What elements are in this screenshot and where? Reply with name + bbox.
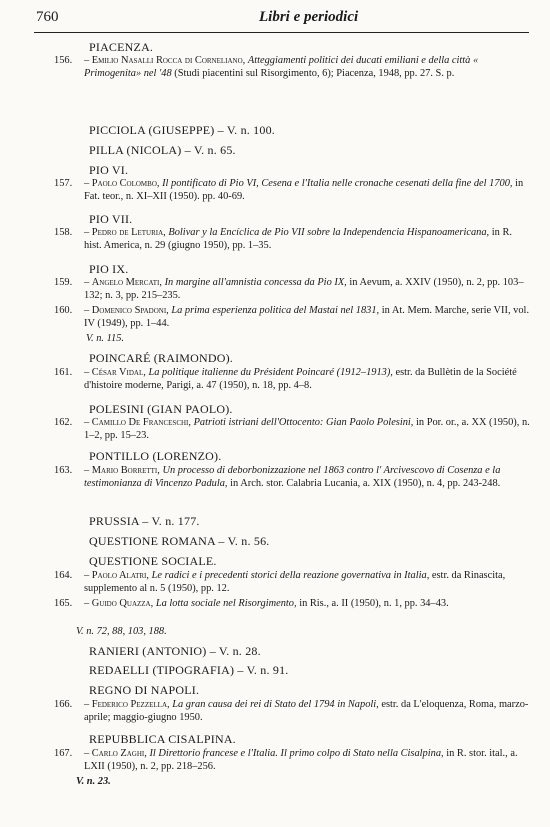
bibliography-entry	[54, 177, 530, 203]
entry-number: 159.	[54, 277, 73, 288]
entry-title: La lotta sociale nel Risorgimento,	[155, 598, 297, 609]
entry-author: Angelo Mercati,	[91, 277, 162, 288]
entry-text: – Paolo Colombo, Il pontificato di Pio VI, Cesena e l'Italia nelle cronache cesenati della fine del 1700, in Fat. teor., n. XI–XII (1950). pp. 40-69.	[84, 178, 524, 203]
entry-source: in Fat. teor., n. XI–XII (1950). pp. 40-69.	[84, 178, 524, 203]
entry-author: Guido Quazza,	[91, 598, 154, 609]
entry-number: 165.	[54, 598, 73, 609]
entry-source: in Ris., a. II (1950), n. 1, pp. 34–43.	[299, 598, 449, 609]
entry-title: La politique italienne du Président Poincaré (1912–1913),	[148, 367, 393, 378]
entry-text: – Mario Borretti, Un processo di deborbonizzazione nel 1863 contro l' Arcivescovo di Cosenza e la testimonianza di Vincenzo Padula, in Arch. stor. Calabria Lucania, a. XIX (1950), n. 4, pp. 243-248.	[84, 465, 501, 490]
entry-author: Domenico Spadoni,	[91, 305, 169, 316]
entry-author: Pedro de Leturia,	[91, 227, 166, 238]
entry-title: In margine all'amnistia concessa da Pio IX,	[164, 277, 347, 288]
section-heading: QUESTIONE ROMANA – V. n. 56.	[89, 534, 270, 548]
entry-text: – Carlo Zaghi, Il Direttorio francese e l'Italia. Il primo colpo di Stato nella Cisalpina, in R. stor. ital., a. LXII (1950), n. 2, pp. 218–256.	[84, 748, 518, 773]
section-heading: POLESINI (GIAN PAOLO).	[89, 402, 233, 416]
entry-author: Carlo Zaghi,	[91, 748, 147, 759]
section-heading: PIO VII.	[89, 212, 133, 226]
cross-reference: V. n. 72, 88, 103, 188.	[76, 626, 167, 637]
section-heading: PICCIOLA (GIUSEPPE) – V. n. 100.	[89, 123, 275, 137]
entry-number: 163.	[54, 465, 73, 476]
entry-source: in At. Mem. Marche, serie VII, vol. IV (1949), pp. 1–44.	[84, 305, 530, 330]
section-heading: PIO VI.	[89, 163, 129, 177]
entry-text: – Emilio Nasalli Rocca di Corneliano, Atteggiamenti politici dei ducati emiliani e della città « Primogenita» nel '48 (Studi piacentini sul Risorgimento, 6); Piacenza, 1948, pp. 27. S. p.	[84, 55, 479, 80]
entry-text: – Pedro de Leturia, Bolivar y la Encíclica de Pio VII sobre la Independencia Hispanoamericana, in R. hist. America, n. 29 (giugno 1950), pp. 1–35.	[84, 227, 512, 252]
entry-title: Le radici e i precedenti storici della reazione governativa in Italia,	[151, 570, 430, 581]
bibliography-entry	[54, 226, 530, 252]
entry-text: – Paolo Alatri, Le radici e i precedenti storici della reazione governativa in Italia, estr. da Rinascita, supplemento al n. 5 (1950), pp. 12.	[84, 570, 506, 595]
entry-source: in Arch. stor. Calabria Lucania, a. XIX (1950), n. 4, pp. 243-248.	[230, 478, 501, 490]
bibliography-entry	[54, 54, 530, 80]
entry-author: Emilio Nasalli Rocca di Corneliano,	[91, 55, 246, 66]
entry-source: estr. da Rinascita, supplemento al n. 5 (1950), pp. 12.	[84, 570, 506, 595]
entry-text: – Federico Pezzella, La gran causa dei rei di Stato del 1794 in Napoli, estr. da L'eloquenza, Roma, marzo-aprile; maggio-giugno 1950.	[84, 699, 529, 724]
entry-author: Camillo De Franceschi,	[91, 417, 191, 428]
bibliography-entry	[54, 597, 530, 610]
section-heading: QUESTIONE SOCIALE.	[89, 554, 217, 568]
entry-author: Mario Borretti,	[91, 465, 160, 476]
entry-number: 160.	[54, 305, 73, 316]
section-heading: REPUBBLICA CISALPINA.	[89, 732, 236, 746]
entry-source: estr. da Bullètin de la Société d'histoire moderne, Parigi, a. 47 (1950), n. 18, pp. 4–8.	[84, 367, 517, 392]
entry-text: – Guido Quazza, La lotta sociale nel Risorgimento, in Ris., a. II (1950), n. 1, pp. 34–43.	[84, 598, 449, 609]
bibliography-entry	[54, 276, 530, 302]
entry-author: Paolo Colombo,	[91, 178, 160, 189]
section-heading: PRUSSIA – V. n. 177.	[89, 514, 200, 528]
entry-number: 157.	[54, 178, 73, 189]
running-title: Libri e periodici	[259, 9, 359, 25]
entry-title: Atteggiamenti politici dei ducati emiliani e della città « Primogenita» nel '48	[84, 55, 479, 80]
section-heading: PONTILLO (LORENZO).	[89, 449, 222, 463]
bibliography-entry	[54, 304, 530, 330]
entry-author: César Vidal,	[91, 367, 146, 378]
section-heading: REDAELLI (TIPOGRAFIA) – V. n. 91.	[89, 663, 289, 677]
bibliography-entry	[54, 698, 530, 724]
entry-number: 156.	[54, 55, 73, 66]
section-heading: REGNO DI NAPOLI.	[89, 683, 200, 697]
entry-text: – Domenico Spadoni, La prima esperienza politica del Mastai nel 1831, in At. Mem. Marche, serie VII, vol. IV (1949), pp. 1–44.	[84, 305, 530, 330]
entry-source: (Studi piacentini sul Risorgimento, 6); Piacenza, 1948, pp. 27. S. p.	[174, 68, 455, 80]
section-heading: PIACENZA.	[89, 40, 154, 54]
bibliography-entry	[54, 366, 530, 392]
section-heading: RANIERI (ANTONIO) – V. n. 28.	[89, 644, 261, 658]
entry-number: 167.	[54, 748, 73, 759]
entry-title: La prima esperienza politica del Mastai nel 1831,	[171, 305, 380, 316]
entry-source: in Por. or., a. XX (1950), n. 1–2, pp. 15–23.	[84, 417, 530, 442]
entry-title: Patrioti istriani dell'Ottocento: Gian Paolo Polesini,	[193, 417, 414, 428]
entry-number: 162.	[54, 417, 73, 428]
section-heading: PIO IX.	[89, 262, 129, 276]
cross-reference: V. n. 23.	[76, 776, 111, 787]
entry-title: La gran causa dei rei di Stato del 1794 in Napoli,	[172, 699, 379, 710]
section-heading: PILLA (NICOLA) – V. n. 65.	[89, 143, 236, 157]
entry-author: Paolo Alatri,	[91, 570, 149, 581]
entry-title: Il Direttorio francese e l'Italia. Il primo colpo di Stato nella Cisalpina,	[149, 748, 444, 759]
entry-number: 164.	[54, 570, 73, 581]
entry-source: in R. stor. ital., a. LXII (1950), n. 2, pp. 218–256.	[84, 748, 518, 773]
bibliography-entry	[54, 464, 530, 490]
section-heading: POINCARÉ (RAIMONDO).	[89, 351, 233, 365]
entry-author: Federico Pezzella,	[91, 699, 170, 710]
entry-source: in R. hist. America, n. 29 (giugno 1950), pp. 1–35.	[84, 227, 512, 252]
entry-title: Bolivar y la Encíclica de Pio VII sobre la Independencia Hispanoamericana,	[168, 227, 490, 238]
entry-number: 158.	[54, 227, 73, 238]
bibliography-entry	[54, 416, 530, 442]
cross-reference: V. n. 115.	[86, 333, 125, 344]
entry-number: 166.	[54, 699, 73, 710]
entry-source: in Aevum, a. XXIV (1950), n. 2, pp. 103–132; n. 3, pp. 215–235.	[84, 277, 524, 302]
entry-title: Un processo di deborbonizzazione nel 1863 contro l' Arcivescovo di Cosenza e la testimonianza di Vincenzo Padula,	[84, 465, 501, 490]
entry-text: – Camillo De Franceschi, Patrioti istriani dell'Ottocento: Gian Paolo Polesini, in Por. or., a. XX (1950), n. 1–2, pp. 15–23.	[84, 417, 530, 442]
entry-text: – César Vidal, La politique italienne du Président Poincaré (1912–1913), estr. da Bullètin de la Société d'histoire moderne, Parigi, a. 47 (1950), n. 18, pp. 4–8.	[84, 367, 517, 392]
page-header	[34, 8, 529, 33]
bibliography-entry	[54, 747, 530, 773]
entry-source: estr. da L'eloquenza, Roma, marzo-aprile; maggio-giugno 1950.	[84, 699, 529, 724]
entry-number: 161.	[54, 367, 73, 378]
bibliography-entry	[54, 569, 530, 595]
entry-text: – Angelo Mercati, In margine all'amnistia concessa da Pio IX, in Aevum, a. XXIV (1950), n. 2, pp. 103–132; n. 3, pp. 215–235.	[84, 277, 524, 302]
entry-title: Il pontificato di Pio VI, Cesena e l'Italia nelle cronache cesenati della fine del 1700,	[162, 178, 513, 189]
page-number: 760	[36, 9, 59, 25]
